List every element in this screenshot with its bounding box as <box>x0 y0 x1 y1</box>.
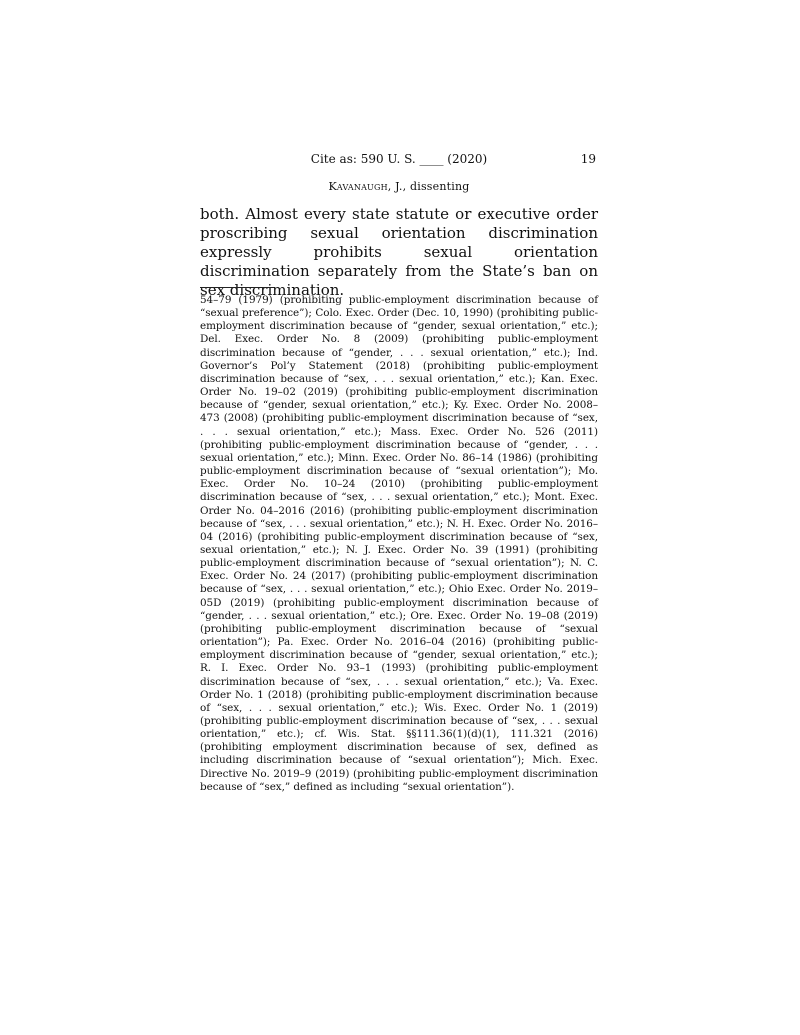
running-head <box>200 150 598 168</box>
author-suffix: , J., dissenting <box>387 180 470 193</box>
citation: Cite as: 590 U. S. ____ (2020) <box>310 152 488 166</box>
opinion-author-line <box>200 179 598 195</box>
page-number: 19 <box>580 152 596 166</box>
author-name: Kavanaugh <box>328 180 388 193</box>
footnote-separator <box>200 287 274 288</box>
body-paragraph: both. Almost every state statute or executive order proscribing sexual orientation discrimination expressly prohibits sexual orientation discrimination separately from the State’s ban on sex discrimination. <box>200 205 598 299</box>
footnote-text: 54–79 (1979) (prohibiting public-employment discrimination because of “sexual preference”); Colo. Exec. Order (Dec. 10, 1990) (prohibiting public-employment discrimination because of “gender, sexual orientation,” etc.); Del. Exec. Order No. 8 (2009) (prohibiting public-employment discrimination because of “gender, . . . sexual orientation,” etc.); Ind. Governor’s Pol’y Statement (2018) (prohibiting public-employment discrimination because of “sex, . . . sexual orientation,” etc.); Kan. Exec. Order No. 19–02 (2019) (prohibiting public-employment discrimination because of “gender, sexual orientation,” etc.); Ky. Exec. Order No. 2008–473 (2008) (prohibiting public-employment discrimination because of “sex, . . . sexual orientation,” etc.); Mass. Exec. Order No. 526 (2011) (prohibiting public-employment discrimination because of “gender, . . . sexual orientation,” etc.); Minn. Exec. Order No. 86–14 (1986) (prohibiting public-employment discrimination because of “sexual orientation”); Mo. Exec. Order No. 10–24 (2010) (prohibiting public-employment discrimination because of “sex, . . . sexual orientation,” etc.); Mont. Exec. Order No. 04–2016 (2016) (prohibiting public-employment discrimination because of “sex, . . . sexual orientation,” etc.); N. H. Exec. Order No. 2016–04 (2016) (prohibiting public-employment discrimination because of “sex, sexual orientation,” etc.); N. J. Exec. Order No. 39 (1991) (prohibiting public-employment discrimination because of “sexual orientation”); N. C. Exec. Order No. 24 (2017) (prohibiting public-employment discrimination because of “sex, . . . sexual orientation,” etc.); Ohio Exec. Order No. 2019–05D (2019) (prohibiting public-employment discrimination because of “gender, . . . sexual orientation,” etc.); Ore. Exec. Order No. 19–08 (2019) (prohibiting public-employment discrimination because of “sexual orientation”); Pa. Exec. Order No. 2016–04 (2016) (prohibiting public-employment discrimination because of “gender, sexual orientation,” etc.); R. I. Exec. Order No. 93–1 (1993) (prohibiting public-employment discrimination because of “sex, . . . sexual orientation,” etc.); Va. Exec. Order No. 1 (2018) (prohibiting public-employment discrimination because of “sex, . . . sexual orientation,” etc.); Wis. Exec. Order No. 1 (2019) (prohibiting public-employment discrimination because of “sex, . . . sexual orientation,” etc.); cf. Wis. Stat. §§111.36(1)(d)(1), 111.321 (2016) (prohibiting employment discrimination because of sex, defined as including discrimination because of “sexual orientation”); Mich. Exec. Directive No. 2019–9 (2019) (prohibiting public-employment discrimination because of “sex,” defined as including “sexual orientation”). <box>200 294 598 793</box>
